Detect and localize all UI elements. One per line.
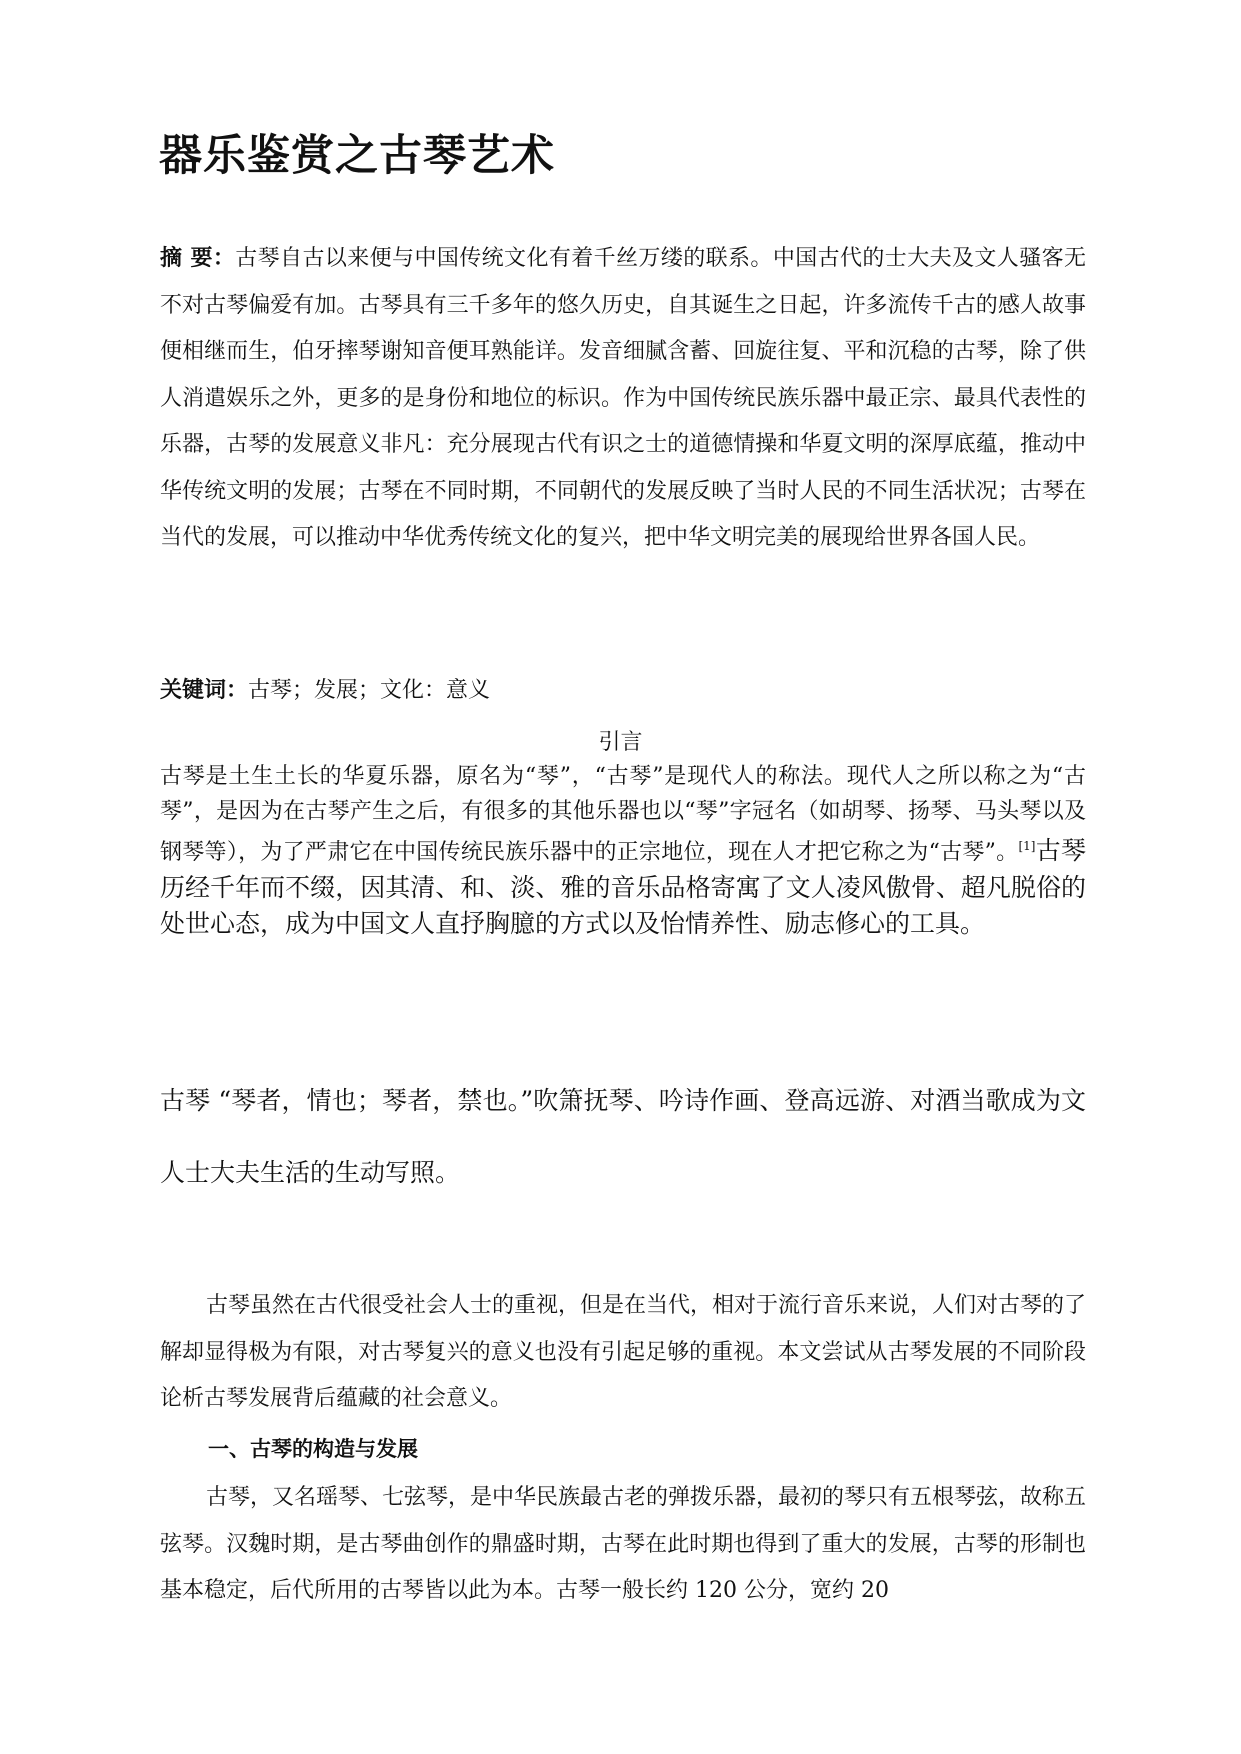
intro-heading: 引言 [598, 730, 643, 755]
body-paragraph-2: 古琴，又名瑶琴、七弦琴，是中华民族最古老的弹拨乐器，最初的琴只有五根琴弦，故称五弦琴。汉魏时期，是古琴曲创作的鼎盛时期，古琴在此时期也得到了重大的发展，古琴的形制也基本稳定，后代所用的古琴皆以此为本。古琴一般长约 120 公分，宽约 20 [160, 1485, 1087, 1603]
intro-text-1: 古琴是土生土长的华夏乐器，原名为“琴”，“古琴”是现代人的称法。现代人之所以称之为“古琴”，是因为在古琴产生之后，有很多的其他乐器也以“琴”字冠名（如胡琴、扬琴、马头琴以及钢琴等），为了严肃它在中国传统民族乐器中的正宗地位，现在人才把它称之为“古琴”。 [160, 764, 1086, 865]
intro-paragraph [160, 760, 1086, 944]
document-title: 器乐鉴赏之古琴艺术 [159, 131, 555, 181]
abstract-text: 古琴自古以来便与中国传统文化有着千丝万缕的联系。中国古代的士大夫及文人骚客无不对古琴偏爱有加。古琴具有三千多年的悠久历史，自其诞生之日起，许多流传千古的感人故事便相继而生，伯牙摔琴谢知音便耳熟能详。发音细腻含蓄、回旋往复、平和沉稳的古琴，除了供人消遣娱乐之外，更多的是身份和地位的标识。作为中国传统民族乐器中最正宗、最具代表性的乐器，古琴的发展意义非凡：充分展现古代有识之士的道德情操和华夏文明的深厚底蕴，推动中华传统文明的发展；古琴在不同时期，不同朝代的发展反映了当时人民的不同生活状况；古琴在当代的发展，可以推动中华优秀传统文化的复兴，把中华文明完美的展现给世界各国人民。 [160, 246, 1086, 550]
body-paragraph-1: 古琴虽然在古代很受社会人士的重视，但是在当代，相对于流行音乐来说，人们对古琴的了解却显得极为有限，对古琴复兴的意义也没有引起足够的重视。本文尝试从古琴发展的不同阶段论析古琴发展背后蕴藏的社会意义。 [160, 1293, 1087, 1411]
keywords-paragraph [160, 674, 1086, 708]
citation-marker[interactable]: [1] [1018, 839, 1036, 853]
quote-paragraph: 古琴 “琴者，情也；琴者，禁也。”吹箫抚琴、吟诗作画、登高远游、对酒当歌成为文人士大夫生活的生动写照。 [160, 1086, 1086, 1187]
keywords-text: 古琴；发展；文化：意义 [248, 678, 491, 703]
keywords-label: 关键词： [160, 678, 249, 703]
section-heading-1: 一、古琴的构造与发展 [208, 1437, 418, 1461]
abstract-label: 摘 要： [160, 246, 236, 271]
abstract-paragraph [160, 236, 1086, 562]
intro-text-2: 古琴历经千年而不缀，因其清、和、淡、雅的音乐品格寄寓了文人凌风傲骨、超凡脱俗的处世心态，成为中国文人直抒胸臆的方式以及怡情养性、励志修心的工具。 [160, 836, 1086, 938]
